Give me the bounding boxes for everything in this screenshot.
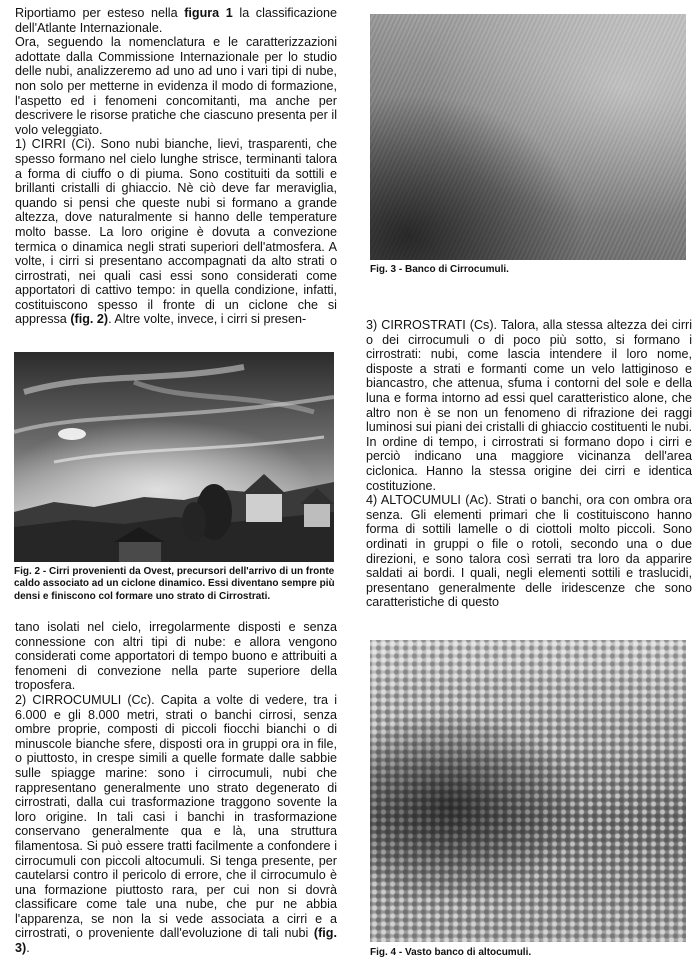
cirrostrati-paragraph: 3) CIRROSTRATI (Cs). Talora, alla stessa altezza dei cirri o dei cirrocumuli o di poco più sotto, si formano i cirrostrati: nubi, come lascia intendere il loro nome, disposte a strati e formanti come un velo lattiginoso e biancastro, che attenua, sfuma i contorni del sole e della luna e forma intorno ad essi quel caratteristico alone, che altro non è se non un fenomeno di rifrazione dei raggi luminosi sui piani dei cristalli di ghiaccio costituenti le nubi. In ordine di tempo, i cirrostrati si formano dopo i cirri e perciò indicano una maggiore vicinanza dell'area ciclonica. Hanno la stessa origine dei cirri e identica costituzione. (366, 318, 692, 493)
right-column-middle (366, 318, 692, 610)
figure-1-reference: figura 1 (184, 6, 233, 20)
altocumuli-paragraph: 4) ALTOCUMULI (Ac). Strati o banchi, ora con ombra ora senza. Gli elementi primari che li costituiscono hanno forma di sottili lamelle o di ciottoli molto piccoli. Sono ordinati in gruppi o file o rotoli, secondo una o due direzioni, e sono talora così serrati tra loro da apparire saldati ai bordi. I quali, negli elementi sottili e traslucidi, presentano generalmente delle iridescenze che sono caratteristiche di questo (366, 493, 692, 610)
intro-paragraph: Riportiamo per esteso nella figura 1 la classificazione dell'Atlante Internazionale. (15, 6, 337, 35)
nomenclature-paragraph: Ora, seguendo la nomenclatura e le caratterizzazioni adottate dalla Commissione Internazionale per lo studio delle nubi, analizzeremo ad uno ad uno i vari tipi di nube, non solo per metterne in evidenza il modo di formazione, l'aspetto ed i fenomeni concomitanti, ma anche per descrivere le risorse pratiche che ciascuno presenta per il volo veleggiato. (15, 35, 337, 137)
left-column-top (15, 6, 337, 327)
cirri-paragraph: 1) CIRRI (Ci). Sono nubi bianche, lievi, trasparenti, che spesso formano nel cielo lunghe strisce, terminanti talora a forma di ciuffo o di piuma. Sono costituiti da sottili e brillanti cristalli di ghiaccio. Nè ciò deve far meraviglia, quando si pensi che queste nubi si formano a grande altezza, dove naturalmente si hanno delle temperature molto basse. La loro origine è dovuta a convezione termica o dinamica negli strati superiori dell'atmosfera. A volte, i cirri si presentano accompagnati da alto strati o cirrostrati, nei quali casi essi sono considerati come apportatori di cattivo tempo: in quella condizione, infatti, costituiscono spesso il fronte di un ciclone che si appressa (fig. 2). Altre volte, invece, i cirri si presen- (15, 137, 337, 327)
figure-3-caption: Fig. 3 - Banco di Cirrocumuli. (370, 264, 509, 275)
figure-4-caption: Fig. 4 - Vasto banco di altocumuli. (370, 947, 532, 958)
cirri-continuation-paragraph: tano isolati nel cielo, irregolarmente disposti e senza connessione con altri tipi di nube: e allora vengono considerati come apportatori di tempo buono e attribuiti a fenomeni di convezione nella parte superiore della troposfera. (15, 620, 337, 693)
cirrus-sky-illustration (14, 352, 334, 562)
figure-2-caption: Fig. 2 - Cirri provenienti da Ovest, precursori dell'arrivo di un fronte caldo associato ad un ciclone dinamico. Essi diventano sempre più densi e finiscono col formare uno strato di Cirrostrati. (14, 566, 335, 602)
left-column-bottom (15, 620, 337, 956)
altocumulus-photo (370, 640, 686, 942)
cirrus-sky-photo (14, 352, 334, 562)
figure-3-reference: (fig. 3) (15, 926, 337, 956)
cirrocumuli-paragraph: 2) CIRROCUMULI (Cc). Capita a volte di vedere, tra i 6.000 e gli 8.000 metri, strati o banchi cirrosi, senza ombre proprie, composti di piccoli fiocchi bianchi o di minuscole bianche sfere, disposti ora in gruppi ora in file, o piuttosto, in crespe simili a quelle formate dalle sabbie sulle spiagge marine: sono i cirrocumuli, nubi che rappresentano generalmente uno strato degenerato di cirrostrati, dalla cui trasformazione traggono sovente la loro origine. In tali casi i banchi in trasformazione conservano generalmente qua e là, una struttura filamentosa. Si può essere tratti facilmente a confondere i cirrocumuli con piccoli altocumuli. Si tenga presente, per cautelarsi contro il pericolo di errore, che il cirrocumulo è una formazione piuttosto rara, per cui non si dovrà classificare come tale una nube, che pur ne abbia l'apparenza, se non la si vede associata a cirri e a cirrostrati, o proveniente dall'evoluzione di tali nubi (fig. 3). (15, 692, 337, 956)
cirrocumulus-photo (370, 14, 686, 260)
figure-2-reference: (fig. 2) (70, 312, 109, 327)
